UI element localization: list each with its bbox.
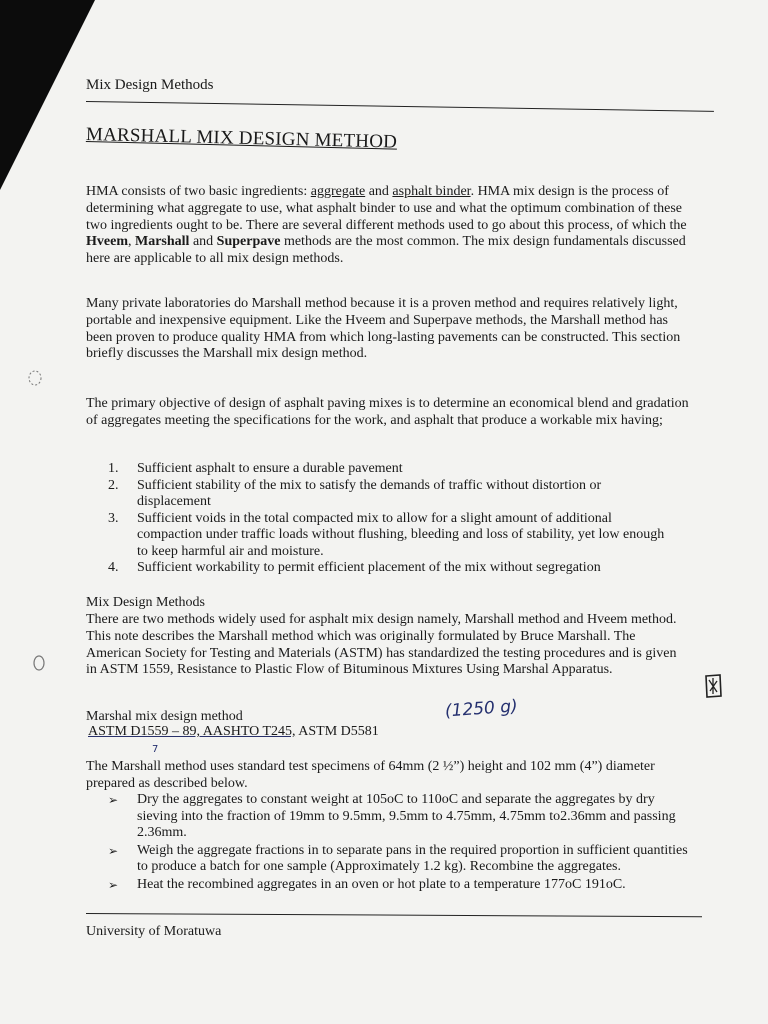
standards-rest: ASTM D5581 xyxy=(295,724,379,739)
arrow-bullet-icon: ➢ xyxy=(108,877,119,892)
list-item-text: Sufficient stability of the mix to satisfy the demands of traffic without distortion or displacement xyxy=(137,477,602,509)
marshall-term: Marshall xyxy=(134,234,190,250)
marshal-heading: Marshal mix design method xyxy=(86,709,243,724)
intro-text: methods are the most common. The mix design fundamentals discussed here are applicable to all mix design methods. xyxy=(86,234,686,267)
standards-line xyxy=(88,724,379,740)
list-number: 1. xyxy=(108,461,119,476)
footer-rule xyxy=(86,913,702,917)
list-item xyxy=(108,843,688,876)
list-item-text: Weigh the aggregate fractions in to separate pans in the required proportion in sufficient quantities to produce a batch for one sample (Approximately 1.2 kg). Recombine the aggregates. xyxy=(137,842,688,874)
objective-paragraph: The primary objective of design of asphalt paving mixes is to determine an economical blend and gradation of aggregates meeting the specifications for the work, and asphalt that produce a workable mix having; xyxy=(86,396,689,428)
arrow-bullet-icon: ➢ xyxy=(108,793,119,807)
objectives-list xyxy=(108,461,668,577)
list-number: 3. xyxy=(108,510,119,526)
list-item xyxy=(108,792,688,842)
header-rule xyxy=(86,101,714,112)
list-item-text: Sufficient voids in the total compacted mix to allow for a slight amount of additional compaction under traffic loads without flushing, bleeding and loss of stability, yet low enough to keep harmful air and moisture. xyxy=(137,510,665,559)
handwritten-note: (1250 g) xyxy=(444,696,519,722)
punch-hole-icon xyxy=(30,652,48,674)
intro-paragraph xyxy=(86,184,690,268)
methods-paragraph: There are two methods widely used for asphalt mix design namely, Marshall method and Hveem method. This note describes the Marshall method which was originally formulated by Bruce Marshall. The American Society for Testing and Materials (ASTM) has standardized the testing procedures and is given in ASTM 1559, Resistance to Plastic Flow of Bituminous Mixtures Using Marshal Apparatus. xyxy=(86,612,677,678)
intro-text: and xyxy=(365,184,393,199)
list-item xyxy=(108,877,688,894)
arrow-bullet-icon: ➢ xyxy=(108,843,119,858)
methods-heading: Mix Design Methods xyxy=(86,595,205,610)
standards-underlined: ASTM D1559 – 89, AASHTO T245, xyxy=(88,724,296,739)
list-item-text: Sufficient asphalt to ensure a durable pavement xyxy=(137,461,403,476)
hveem-term: Hveem xyxy=(86,234,128,250)
laboratories-paragraph: Many private laboratories do Marshall method because it is a proven method and requires relatively light, portable and inexpensive equipment. Like the Hveem and Superpave methods, the Marshall method has been proven to produce quality HMA from which long-lasting pavements can be constructed. This section briefly discusses the Marshall mix design method. xyxy=(86,296,681,362)
preparation-steps-list xyxy=(108,792,688,894)
list-item xyxy=(108,461,668,478)
ink-stamp-icon xyxy=(702,672,724,700)
list-number: 2. xyxy=(108,477,119,493)
intro-text: and xyxy=(189,234,217,250)
list-item xyxy=(108,511,668,561)
running-header: Mix Design Methods xyxy=(86,77,214,93)
scan-corner-shadow xyxy=(0,0,95,190)
list-item xyxy=(108,560,668,577)
specimen-paragraph: The Marshall method uses standard test specimens of 64mm (2 ½”) height and 102 mm (4”) diameter prepared as described below. xyxy=(86,759,655,791)
intro-text: . HMA mix design is the process of determining what aggregate to use, what asphalt binder to use and what the optimum combination of these two ingredients ought to be. There are several different methods used to go about this process, of which the xyxy=(86,184,687,233)
punch-hole-icon xyxy=(24,368,46,388)
asphalt-binder-link-text: asphalt binder xyxy=(392,184,471,199)
list-item xyxy=(108,478,668,511)
handwritten-mark: 7 xyxy=(152,744,159,755)
page-title: MARSHALL MIX DESIGN METHOD xyxy=(85,124,398,153)
superpave-term: Superpave xyxy=(216,234,281,250)
aggregate-link-text: aggregate xyxy=(310,184,366,199)
footer-institution: University of Moratuwa xyxy=(86,924,222,939)
list-number: 4. xyxy=(108,560,119,575)
list-item-text: Dry the aggregates to constant weight at 105oC to 110oC and separate the aggregates by dry sieving into the fraction of 19mm to 9.5mm, 9.5mm to 4.75mm, 4.75mm to2.36mm and passing 2.36mm. xyxy=(137,792,676,840)
intro-text: HMA consists of two basic ingredients: xyxy=(86,184,311,199)
intro-text: , xyxy=(127,234,135,250)
list-item-text: Sufficient workability to permit efficient placement of the mix without segregation xyxy=(137,560,601,575)
list-item-text: Heat the recombined aggregates in an oven or hot plate to a temperature 177oC 191oC. xyxy=(137,876,626,892)
